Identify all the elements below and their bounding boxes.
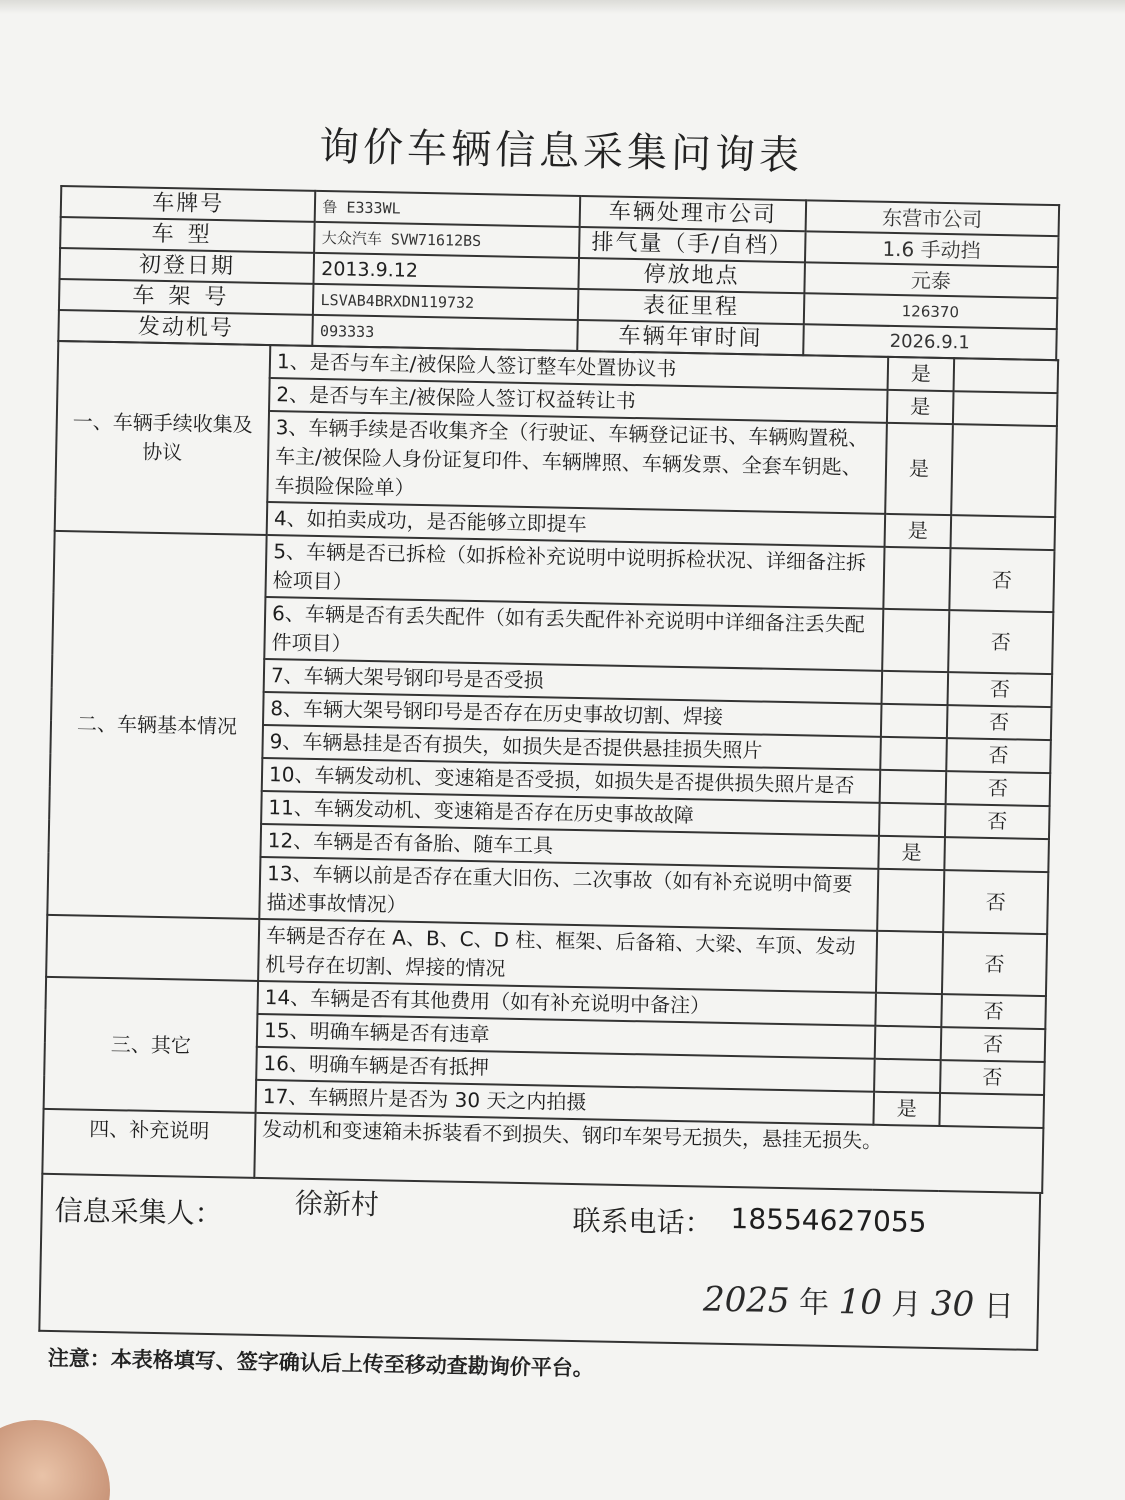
questions-table — [41, 340, 1059, 1194]
value-engine: 093333 — [313, 315, 578, 351]
answer-no: 否 — [949, 548, 1054, 612]
answer-no: 否 — [948, 610, 1053, 674]
question-text: 5、车辆是否已拆检（如拆检补充说明中说明拆检状况、详细备注拆检项目） — [265, 535, 884, 609]
collector-label: 信息采集人： — [54, 1194, 223, 1231]
answer-yes — [880, 737, 947, 771]
date-year-unit: 年 — [798, 1285, 830, 1321]
section-label: 二、车辆基本情况 — [47, 531, 266, 919]
answer-yes — [877, 869, 944, 932]
collector-signature: 徐新村 — [294, 1186, 380, 1222]
answer-yes — [883, 547, 950, 610]
phone-value: 18554627055 — [730, 1202, 927, 1239]
value-mileage: 126370 — [803, 293, 1057, 329]
label-engine: 发动机号 — [58, 310, 313, 346]
question-text: 1、是否与车主/被保险人签订整车处置协议书 — [270, 345, 889, 390]
vehicle-info-table — [57, 185, 1060, 361]
finger-thumb — [0, 1420, 110, 1500]
answer-yes — [882, 609, 949, 672]
answer-no — [939, 1093, 1044, 1128]
answer-yes — [876, 931, 943, 994]
answer-yes: 是 — [878, 836, 945, 870]
paper-edge-shadow — [0, 0, 1125, 14]
value-dispose-company: 东营市公司 — [805, 200, 1059, 236]
answer-yes: 是 — [885, 423, 953, 515]
section-label: 三、其它 — [44, 977, 258, 1113]
value-displacement: 1.6 手动挡 — [805, 231, 1059, 267]
question-text: 10、车辆发动机、变速箱是否受损，如损失是否提供损失照片是否 — [262, 758, 881, 803]
answer-yes — [875, 1026, 942, 1060]
answer-no: 否 — [943, 870, 1048, 934]
question-text: 2、是否与车主/被保险人签订权益转让书 — [269, 378, 888, 423]
footer-note: 注意：本表格填写、签字确认后上传至移动查勘询价平台。 — [47, 1345, 594, 1381]
phone-label: 联系电话： — [572, 1204, 713, 1240]
answer-no — [953, 391, 1058, 426]
question-text: 15、明确车辆是否有违章 — [257, 1014, 876, 1059]
inquiry-form — [38, 98, 1072, 1391]
value-model: 大众汽车 SVW71612BS — [315, 222, 580, 258]
question-text: 17、车辆照片是否为 30 天之内拍摄 — [256, 1080, 875, 1125]
question-text: 6、车辆是否有丢失配件（如有丢失配件补充说明中详细备注丢失配件项目） — [264, 597, 883, 671]
answer-yes — [880, 770, 947, 804]
question-text: 11、车辆发动机、变速箱是否存在历史事故故障 — [261, 791, 880, 836]
value-parking: 元泰 — [804, 262, 1058, 298]
answer-yes — [879, 803, 946, 837]
answer-no: 否 — [941, 994, 1046, 1029]
value-first-reg: 2013.9.12 — [314, 253, 579, 289]
answer-no: 否 — [946, 738, 1051, 773]
date-day-unit: 日 — [983, 1288, 1015, 1325]
label-dispose-company: 车辆处理市公司 — [580, 196, 806, 231]
date-month-unit: 月 — [891, 1287, 922, 1323]
label-displacement: 排气量（手/自档） — [579, 227, 805, 262]
question-text: 3、车辆手续是否收集齐全（行驶证、车辆登记证书、车辆购置税、车主/被保险人身份证复印件、车辆牌照、车辆发票、全套车钥匙、车损险保险单） — [267, 411, 887, 514]
date-month: 10 — [838, 1282, 883, 1323]
answer-yes — [874, 1059, 941, 1093]
question-text: 车辆是否存在 A、B、C、D 柱、框架、后备箱、大梁、车顶、发动机号存在切割、焊接的情况 — [258, 919, 877, 993]
label-vin: 车架号 — [59, 279, 314, 315]
answer-yes: 是 — [887, 390, 954, 424]
section-label — [46, 915, 259, 981]
answer-yes — [875, 993, 942, 1027]
label-inspection: 车辆年审时间 — [578, 320, 804, 355]
question-text: 7、车辆大架号钢印号是否受损 — [264, 659, 883, 704]
label-mileage: 表征里程 — [578, 289, 804, 324]
signature-box — [38, 1175, 1041, 1351]
question-text: 4、如拍卖成功，是否能够立即提车 — [267, 502, 886, 547]
answer-no: 否 — [945, 804, 1050, 839]
section-label: 一、车辆手续收集及协议 — [55, 341, 271, 535]
answer-no: 否 — [942, 932, 1047, 996]
answer-no: 否 — [946, 771, 1051, 806]
answer-no — [954, 358, 1059, 393]
question-text: 8、车辆大架号钢印号是否存在历史事故切割、焊接 — [263, 692, 882, 737]
question-text: 12、车辆是否有备胎、随车工具 — [260, 824, 879, 869]
value-inspection: 2026.9.1 — [803, 324, 1057, 360]
label-parking: 停放地点 — [579, 258, 805, 293]
date-day: 30 — [930, 1283, 975, 1325]
question-text: 9、车辆悬挂是否有损失，如损失是否提供悬挂损失照片 — [262, 725, 881, 770]
label-plate: 车牌号 — [61, 186, 316, 222]
answer-yes: 是 — [873, 1092, 940, 1126]
answer-no — [951, 515, 1056, 550]
answer-yes: 是 — [888, 357, 955, 391]
question-text: 14、车辆是否有其他费用（如有补充说明中备注） — [257, 981, 876, 1026]
answer-yes — [881, 704, 948, 738]
label-first-reg: 初登日期 — [60, 248, 315, 284]
section-supplement: 四、补充说明 — [42, 1109, 255, 1178]
supplement-text: 发动机和变速箱未拆装看不到损失、钢印车架号无损失，悬挂无损失。 — [254, 1113, 1043, 1193]
label-model: 车型 — [60, 217, 315, 253]
signed-date — [703, 1276, 1015, 1326]
answer-no: 否 — [948, 672, 1053, 707]
answer-no: 否 — [941, 1027, 1046, 1062]
answer-no: 否 — [947, 705, 1052, 740]
answer-no — [951, 424, 1057, 517]
answer-no: 否 — [940, 1060, 1045, 1095]
date-year: 2025 — [702, 1279, 790, 1322]
answer-yes: 是 — [885, 514, 952, 548]
answer-yes — [882, 671, 949, 705]
question-text: 13、车辆以前是否存在重大旧伤、二次事故（如有补充说明中简要描述事故情况） — [259, 857, 878, 931]
value-vin: LSVAB4BRXDN119732 — [313, 284, 578, 320]
question-text: 16、明确车辆是否有抵押 — [256, 1047, 875, 1092]
form-title: 询价车辆信息采集问询表 — [318, 123, 804, 180]
answer-no — [944, 837, 1049, 872]
value-plate: 鲁 E333WL — [315, 191, 580, 227]
